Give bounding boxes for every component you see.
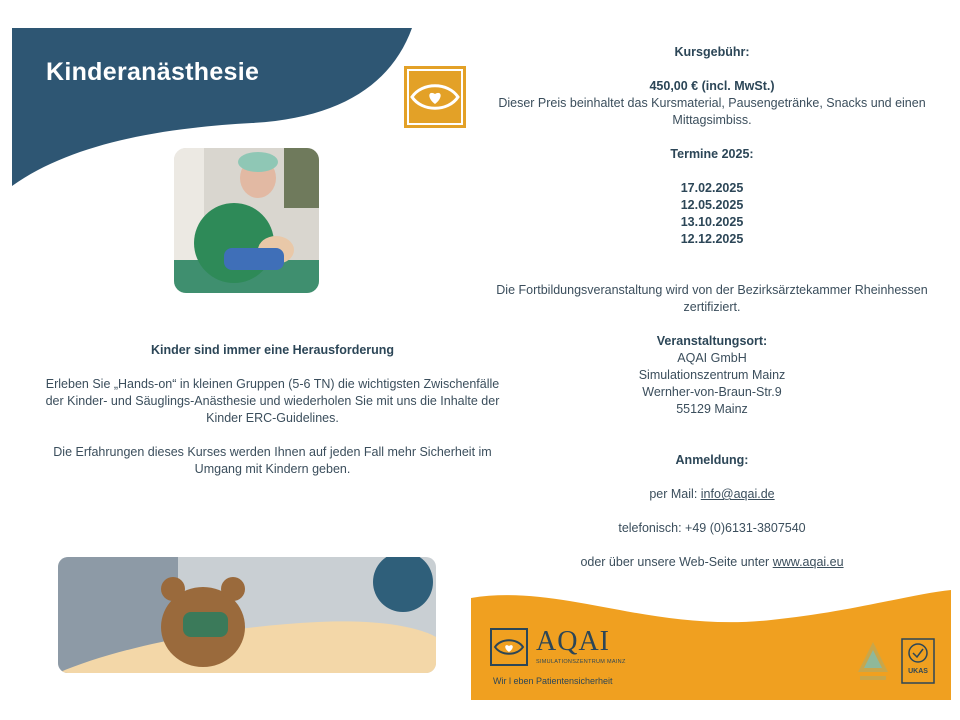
web-prefix: oder über unsere Web-Seite unter [580,555,773,569]
fee-label: Kursgebühr: [674,45,750,59]
web-link[interactable]: www.aqai.eu [772,555,844,569]
doctor-training-photo [174,148,319,293]
brand-tagline: Wir l eben Patientensicherheit [493,676,613,686]
registration-label: Anmeldung: [675,453,749,467]
venue-line: Simulationszentrum Mainz [638,368,786,382]
date-item: 12.05.2025 [680,198,744,212]
date-item: 12.12.2025 [680,232,744,246]
course-description [40,342,505,495]
fee-value: 450,00 € (incl. MwSt.) [649,79,775,93]
course-subheading: Kinder sind immer eine Herausforderung [150,343,395,357]
certification-note: Die Fortbildungsveranstaltung wird von der Bezirksärztekammer Rheinhessen zertifiziert. [496,283,928,314]
venue-line: 55129 Mainz [676,402,748,416]
phone-line: telefonisch: +49 (0)6131-3807540 [618,521,806,535]
aqai-logo-icon [404,66,466,128]
web-line [480,554,944,571]
date-item: 17.02.2025 [680,181,744,195]
teddy-bear-photo [58,557,436,673]
mail-line [480,486,944,503]
ukas-badge [901,638,935,689]
page-title: Kinderanästhesie [46,58,260,86]
brand-subtitle: SIMULATIONSZENTRUM MAINZ [536,659,626,665]
certification-pyramid-icon [856,640,890,684]
venue-label: Veranstaltungsort: [656,334,768,348]
course-paragraph-2: Die Erfahrungen dieses Kurses werden Ihnen auf jeden Fall mehr Sicherheit im Umgang mit Kindern geben. [53,445,492,476]
venue-line: AQAI GmbH [677,351,747,365]
mail-link[interactable]: info@aqai.de [700,487,775,501]
course-details [480,44,944,571]
brand-name: AQAI [536,626,610,657]
ukas-crown-icon [901,638,935,684]
course-paragraph-1: Erleben Sie „Hands-on“ in kleinen Gruppen (5-6 TN) die wichtigsten Zwischenfälle der Kinder- und Säuglings-Anästhesie und wiederholen Sie mit uns die Inhalte der Kinder ERC-Guidelines. [45,377,500,425]
aqai-footer-logo-icon [490,628,528,666]
fee-note: Dieser Preis beinhaltet das Kursmaterial, Pausengetränke, Snacks und einen Mittagsimbiss. [498,96,926,127]
venue-line: Wernher-von-Braun-Str.9 [642,385,782,399]
date-item: 13.10.2025 [680,215,744,229]
mail-prefix: per Mail: [649,487,701,501]
dates-label: Termine 2025: [670,147,754,161]
ukas-badge-text: UKAS [908,668,928,675]
